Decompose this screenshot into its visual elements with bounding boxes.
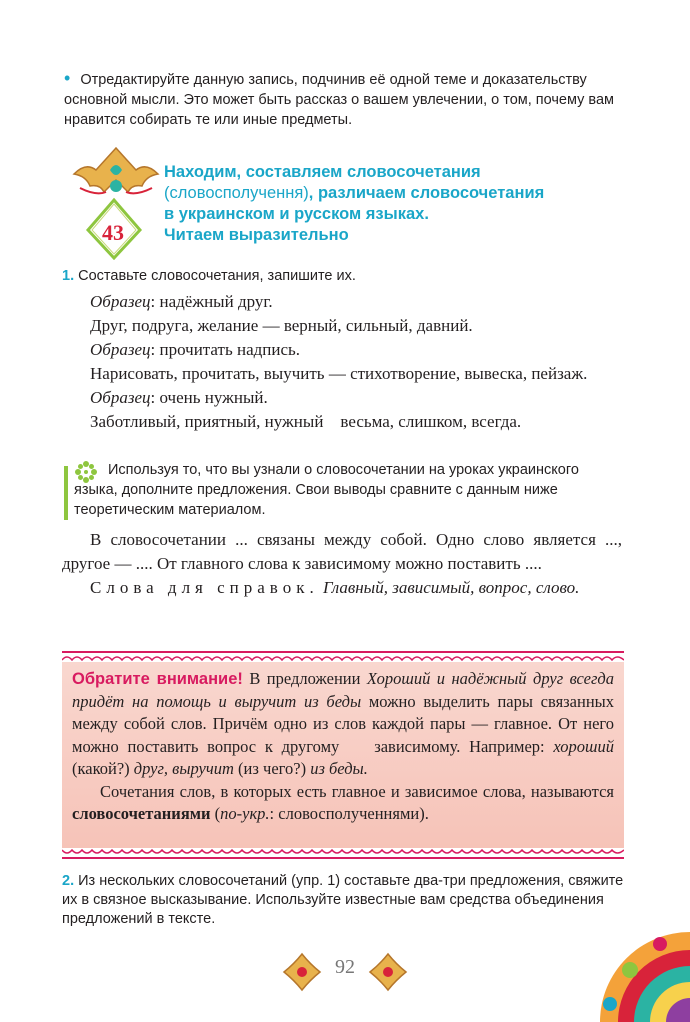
- attention-label: Обратите внимание!: [72, 670, 243, 688]
- exercise-1-number: 1.: [62, 268, 75, 284]
- note-text: (: [210, 804, 221, 823]
- note-paragraph-2: [72, 781, 614, 826]
- task-text: Используя то, что вы узнали о словосочетании на уроках украинского языка, дополните предложения. Свои выводы сравните с данным ниже теоретическим материалом.: [74, 462, 579, 518]
- note-text: Сочетания слов, в которых есть главное и зависимое слова, называются: [100, 781, 614, 801]
- sample-line: [62, 362, 622, 386]
- sample-text: Нарисовать, прочитать, выучить — стихотворение, вывеска, пейзаж.: [90, 364, 588, 383]
- note-paragraph-1: [72, 668, 619, 781]
- sample-label: Образец: [90, 292, 151, 311]
- lesson-number: 43: [102, 220, 124, 245]
- exercise-2-task: [62, 872, 628, 929]
- exercise-1-lines: [62, 290, 622, 434]
- intro-text: Отредактируйте данную запись, подчинив её одной теме и доказательству основной мысли. Это может быть рассказ о вашем увлечении, о том, почему вам нравится собирать те или иные предметы.: [64, 72, 614, 128]
- note-text: (какой?): [72, 759, 134, 778]
- lesson-title-line-4: Читаем выразительно: [164, 226, 349, 244]
- exercise-1-task: [62, 268, 632, 284]
- note-text: В предложении: [242, 669, 367, 688]
- sample-line: [62, 290, 622, 314]
- sample-label: Образец: [90, 340, 151, 359]
- sample-label: Образец: [90, 388, 151, 407]
- sample-line: [62, 410, 622, 434]
- theory-text: [62, 528, 622, 600]
- sample-text: Друг, подруга, желание — верный, сильный, давний.: [90, 316, 473, 335]
- sample-line: [62, 314, 622, 338]
- note-term: словосочетаниями: [72, 804, 211, 823]
- note-example: хороший: [553, 736, 614, 756]
- reference-list: Главный, зависимый, вопрос, слово.: [322, 578, 580, 597]
- theory-paragraph: В словосочетании ... связаны между собой. Одно слово является ..., другое — .... От главного слова к зависимому можно поставить ....: [62, 530, 622, 573]
- lesson-title-ukr: (словосполучення): [164, 184, 309, 202]
- lesson-title-line-1: Находим, составляем словосочетания: [164, 163, 481, 181]
- page-footer: [280, 950, 410, 1000]
- sample-line: [62, 386, 622, 410]
- intro-paragraph: [64, 68, 624, 130]
- note-text: можно выделить пары связанных между собой слов. Причём одно из слов каждой пары — главное. От него можно поставить вопрос к другому зависимому. Например:: [72, 691, 619, 756]
- lesson-title-line-2: , различаем словосочетания: [308, 184, 545, 202]
- note-example: из беды.: [310, 759, 368, 778]
- right-ornament-icon: [366, 950, 410, 994]
- exercise-1-text: Составьте словосочетания, запишите их.: [78, 268, 356, 284]
- lesson-title-line-3: в украинском и русском языках.: [164, 205, 429, 223]
- left-ornament-icon: [280, 950, 324, 994]
- note-text: (из чего?): [233, 759, 311, 778]
- page-number: 92: [335, 956, 355, 978]
- sample-text: : надёжный друг.: [150, 292, 273, 311]
- bullet-icon: •: [64, 68, 71, 88]
- sample-text: : очень нужный.: [150, 388, 268, 407]
- note-text: : словосполученнями).: [269, 804, 429, 823]
- exercise-2-text: Из нескольких словосочетаний (упр. 1) составьте два-три предложения, свяжите их в связное высказывание. Используйте известные вам средства объединения предложений в тексте.: [62, 873, 624, 927]
- note-example: по-укр.: [220, 804, 270, 823]
- attention-box: [62, 650, 624, 860]
- lesson-title: [164, 162, 634, 246]
- box-border-bottom: [62, 848, 624, 860]
- task-block: [66, 460, 622, 520]
- sample-text: Заботливый, приятный, нужный весьма, слишком, всегда.: [90, 412, 522, 431]
- exercise-2-number: 2.: [62, 873, 75, 889]
- sample-line: [62, 338, 622, 362]
- attention-text: [72, 668, 619, 826]
- sample-text: : прочитать надпись.: [150, 340, 301, 359]
- box-border-top: [62, 650, 624, 662]
- note-example: друг, выручит: [133, 759, 234, 778]
- reference-label: Слова для справок.: [90, 578, 319, 597]
- lesson-header: [66, 140, 636, 260]
- reference-words: [62, 576, 622, 600]
- corner-floral-ornament-icon: [590, 900, 690, 1022]
- note-example: Хороший и надёжный друг всегда придёт на помощь и выручит из беды: [72, 669, 615, 711]
